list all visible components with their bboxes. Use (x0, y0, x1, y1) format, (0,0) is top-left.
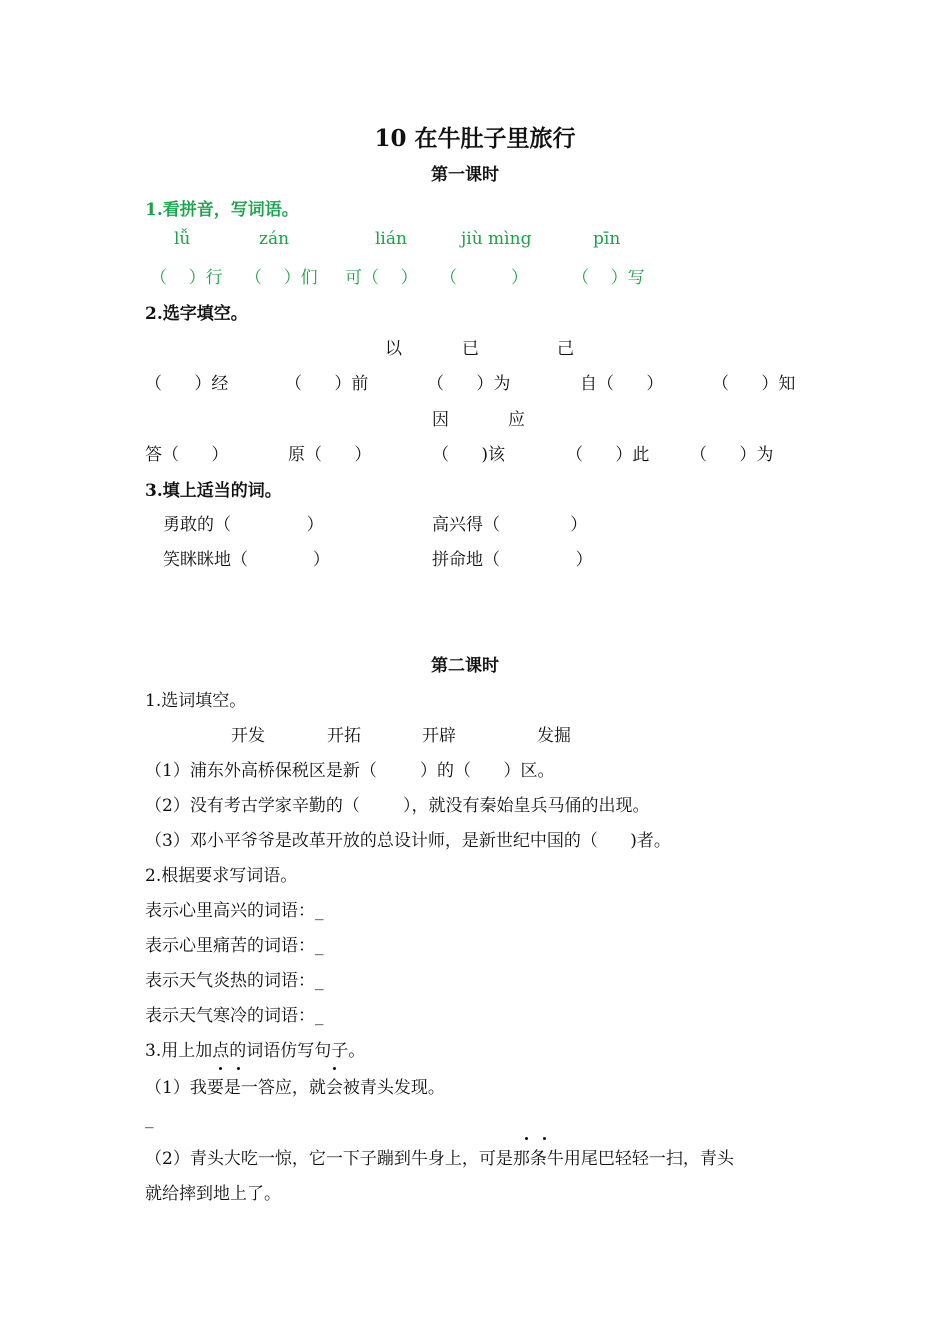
pinyin-5: pīn (593, 229, 621, 249)
fill-item[interactable]: （ ）此 (566, 445, 650, 465)
word-option: 开辟 (422, 726, 456, 746)
fill-item[interactable]: （ ）知 (712, 374, 796, 394)
lesson1-heading: 第一课时 (431, 165, 499, 185)
fill-item[interactable]: 原（ ） (288, 445, 372, 465)
char-option-yi3: 以 (385, 339, 402, 359)
example-sentence-2: （2）青头大吃一惊，它一下子蹦到牛身上，可是那条牛用尾巴轻轻一扫，青头 (145, 1149, 734, 1169)
pinyin-blank-4[interactable]: （ ） (440, 268, 529, 288)
l2-q2-label: 2.根据要求写词语。 (145, 866, 298, 886)
word-option: 开发 (231, 726, 265, 746)
word-option: 开拓 (327, 726, 361, 746)
char-option-ying1: 应 (508, 410, 525, 430)
fill-item[interactable]: （ ）为 (690, 445, 774, 465)
word-option: 发掘 (537, 726, 571, 746)
sentence-fill[interactable]: （2）没有考古学家辛勤的（ ），就没有秦始皇兵马俑的出现。 (145, 796, 650, 816)
answer-line[interactable]: 表示心里高兴的词语：_ (145, 901, 324, 921)
answer-line[interactable]: 表示天气寒冷的词语：_ (145, 1006, 324, 1026)
emphasis-dot (543, 1137, 546, 1140)
example-sentence-2-cont: 就给摔到地上了。 (145, 1184, 281, 1204)
fill-item[interactable]: （ )该 (432, 445, 506, 465)
char-option-yi3-2: 已 (462, 339, 479, 359)
l1-q3-label: 3.填上适当的词。 (145, 481, 282, 501)
emphasis-dot (525, 1137, 528, 1140)
fill-item[interactable]: （ ）经 (145, 374, 229, 394)
l2-q1-label: 1.选词填空。 (145, 691, 247, 711)
l1-q1-label: 1.看拼音，写词语。 (145, 200, 299, 220)
fill-item[interactable]: 答（ ） (145, 445, 229, 465)
fill-item[interactable]: （ ）前 (285, 374, 369, 394)
word-fill-item[interactable]: 笑眯眯地（ ） (163, 550, 330, 570)
l1-q2-label: 2.选字填空。 (145, 304, 248, 324)
page-title: 10 在牛肚子里旅行 (374, 125, 576, 152)
sentence-fill[interactable]: （3）邓小平爷爷是改革开放的总设计师，是新世纪中国的（ )者。 (145, 831, 671, 851)
fill-item[interactable]: （ ）为 (427, 374, 511, 394)
pinyin-blank-5[interactable]: （ ）写 (572, 268, 645, 288)
pinyin-blank-2[interactable]: （ ）们 (245, 268, 318, 288)
pinyin-4: jiù mìng (461, 229, 532, 249)
pinyin-3: lián (375, 229, 407, 249)
pinyin-blank-3[interactable]: 可（ ） (345, 268, 418, 288)
example-sentence-1: （1）我要是一答应，就会被青头发现。 (145, 1078, 445, 1098)
emphasis-dot (219, 1067, 222, 1070)
pinyin-blank-1[interactable]: （ ）行 (150, 268, 223, 288)
pinyin-1: lǚ (174, 229, 191, 249)
answer-line[interactable]: 表示天气炎热的词语：_ (145, 971, 324, 991)
word-fill-item[interactable]: 勇敢的（ ） (163, 515, 324, 535)
sentence-fill[interactable]: （1）浦东外高桥保税区是新（ ）的（ ）区。 (145, 761, 555, 781)
emphasis-dot (237, 1067, 240, 1070)
l2-q3-label: 3.用上加点的词语仿写句子。 (145, 1041, 366, 1061)
answer-line[interactable]: _ (145, 1109, 154, 1129)
word-fill-item[interactable]: 拼命地（ ） (432, 550, 593, 570)
pinyin-2: zán (259, 229, 290, 249)
word-fill-item[interactable]: 高兴得（ ） (432, 515, 588, 535)
char-option-ji3: 己 (557, 339, 574, 359)
fill-item[interactable]: 自（ ） (580, 374, 664, 394)
lesson2-heading: 第二课时 (431, 656, 499, 676)
emphasis-dot (333, 1067, 336, 1070)
answer-line[interactable]: 表示心里痛苦的词语：_ (145, 936, 324, 956)
char-option-yin1: 因 (432, 410, 449, 430)
